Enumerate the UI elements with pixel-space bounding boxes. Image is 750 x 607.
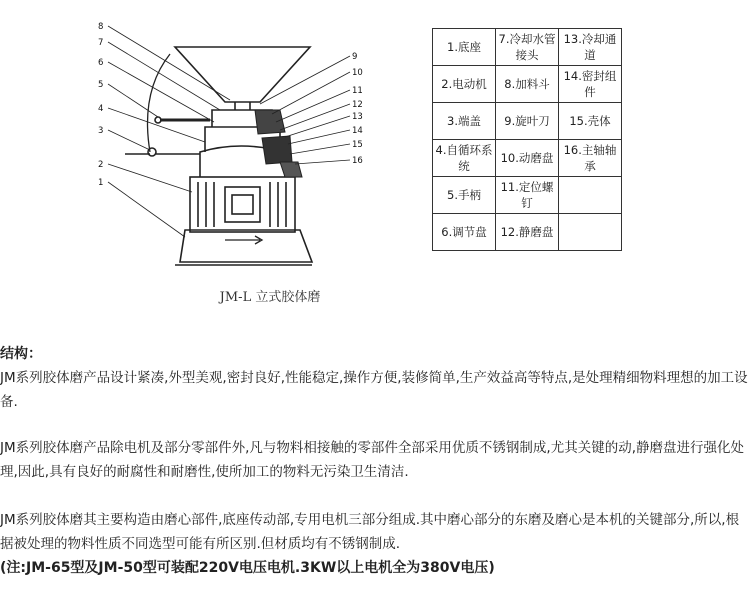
table-cell: 7.冷却水管接头 bbox=[496, 29, 559, 66]
table-cell: 1.底座 bbox=[433, 29, 496, 66]
paragraph-materials: JM系列胶体磨产品除电机及部分零部件外,凡与物料相接触的零部件全部采用优质不锈钢制成,尤其关键的动,静磨盘进行强化处理,因此,具有良好的耐腐性和耐磨性,使所加工的物料无污染卫生清洁. bbox=[0, 440, 745, 480]
table-cell: 13.冷却通道 bbox=[559, 29, 622, 66]
table-cell: 11.定位螺钉 bbox=[496, 177, 559, 214]
callout-15: 15 bbox=[352, 140, 363, 150]
table-cell bbox=[559, 177, 622, 214]
callout-10: 10 bbox=[352, 68, 363, 78]
table-row bbox=[433, 140, 622, 177]
callout-1: 1 bbox=[98, 178, 104, 188]
callout-6: 6 bbox=[98, 58, 104, 68]
paragraph-design: JM系列胶体磨产品设计紧凑,外型美观,密封良好,性能稳定,操作方便,装修简单,生产效益高等特点,是处理精细物料理想的加工设备. bbox=[0, 370, 748, 410]
callout-12: 12 bbox=[352, 100, 363, 110]
callout-5: 5 bbox=[98, 80, 104, 90]
callout-16: 16 bbox=[352, 156, 363, 166]
diagram-caption: JM-L 立式胶体磨 bbox=[219, 290, 321, 305]
table-cell: 2.电动机 bbox=[433, 66, 496, 103]
section-hatching bbox=[255, 110, 302, 177]
table-cell: 16.主轴轴承 bbox=[559, 140, 622, 177]
table-row bbox=[433, 103, 622, 140]
table-row bbox=[433, 177, 622, 214]
table-cell: 5.手柄 bbox=[433, 177, 496, 214]
table-cell: 3.端盖 bbox=[433, 103, 496, 140]
parts-table bbox=[432, 28, 622, 251]
leader-lines bbox=[108, 26, 350, 237]
callout-7: 7 bbox=[98, 38, 104, 48]
voltage-note: (注:JM-65型及JM-50型可装配220V电压电机.3KW以上电机全为380V电压) bbox=[0, 560, 495, 576]
table-cell: 14.密封组件 bbox=[559, 66, 622, 103]
table-row bbox=[433, 29, 622, 66]
callout-13: 13 bbox=[352, 112, 363, 122]
callout-9: 9 bbox=[352, 52, 358, 62]
paragraph-construction: JM系列胶体磨其主要构造由磨心部件,底座传动部,专用电机三部分组成.其中磨心部分的东磨及磨心是本机的关键部分,所以,根据被处理的物料性质不同选型可能有所区别.但材质均有不锈钢制成. bbox=[0, 512, 740, 552]
table-cell: 10.动磨盘 bbox=[496, 140, 559, 177]
table-cell: 12.静磨盘 bbox=[496, 214, 559, 251]
callout-2: 2 bbox=[98, 160, 104, 170]
callouts-right bbox=[352, 52, 363, 166]
table-cell: 6.调节盘 bbox=[433, 214, 496, 251]
table-cell: 8.加料斗 bbox=[496, 66, 559, 103]
table-cell bbox=[559, 214, 622, 251]
table-cell: 4.自循环系统 bbox=[433, 140, 496, 177]
structure-heading: 结构： bbox=[0, 346, 42, 362]
table-row bbox=[433, 214, 622, 251]
callout-11: 11 bbox=[352, 86, 363, 96]
colloid-mill-diagram bbox=[80, 12, 380, 312]
callout-14: 14 bbox=[352, 126, 363, 136]
callout-8: 8 bbox=[98, 22, 104, 32]
table-row bbox=[433, 66, 622, 103]
table-cell: 15.壳体 bbox=[559, 103, 622, 140]
callout-4: 4 bbox=[98, 104, 104, 114]
callouts-left bbox=[98, 22, 103, 188]
table-cell: 9.旋叶刀 bbox=[496, 103, 559, 140]
callout-3: 3 bbox=[98, 126, 104, 136]
